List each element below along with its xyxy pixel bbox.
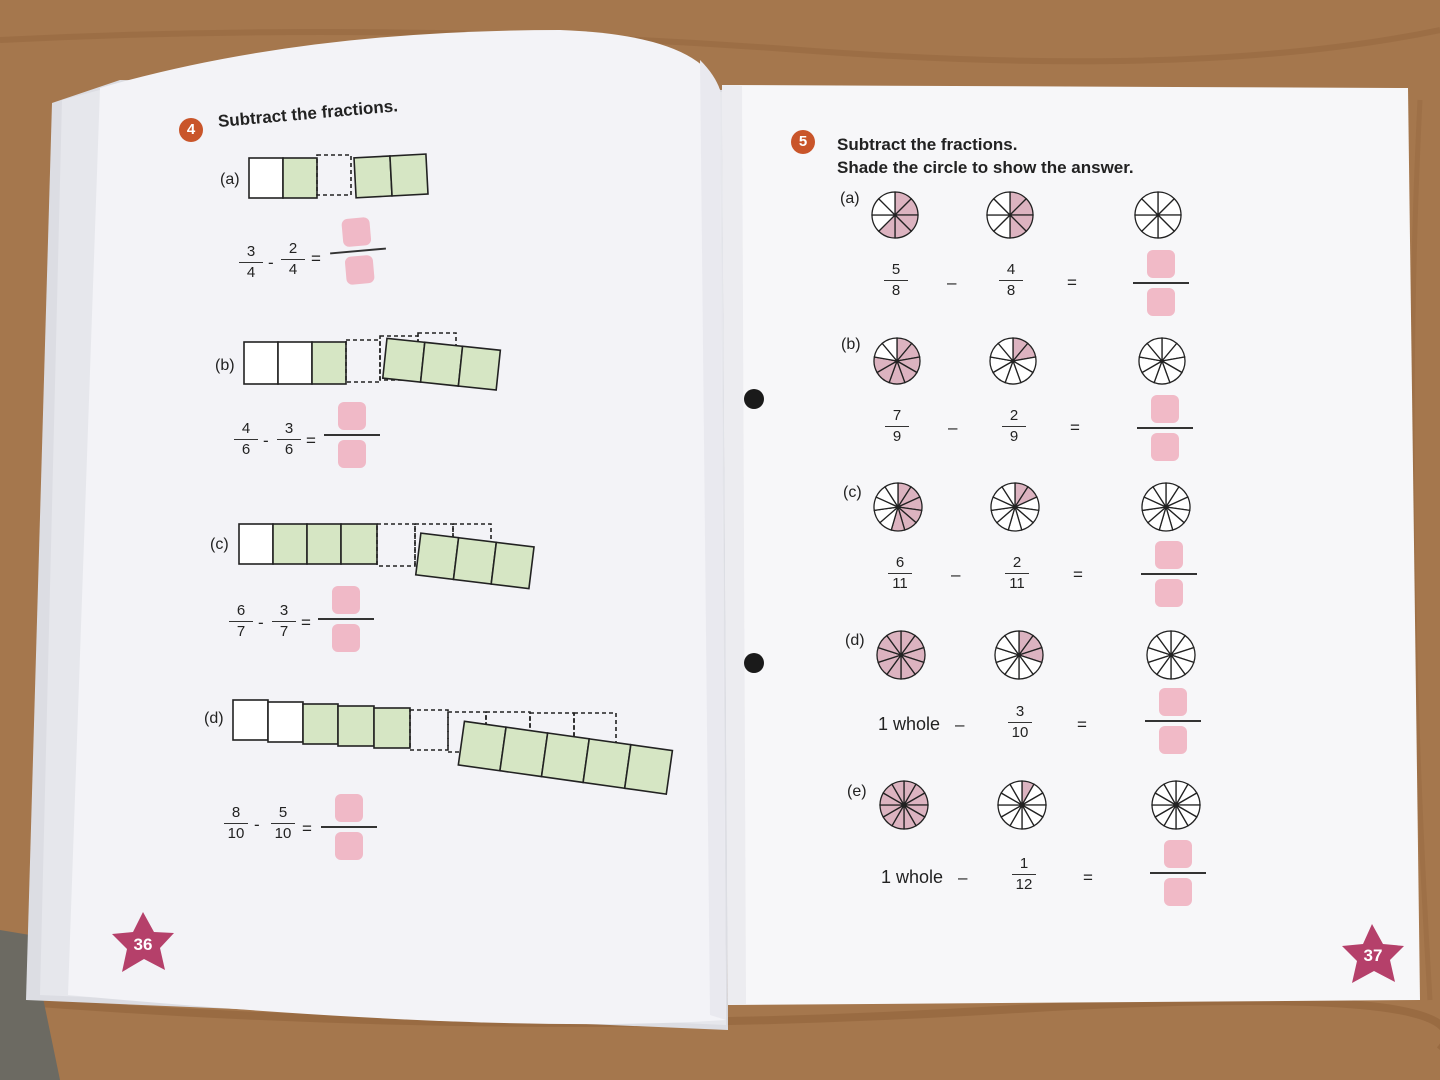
fraction-circle-minuend-5a[interactable] [872,192,918,238]
equals-sign-5a: = [1067,273,1077,292]
answer-fraction-5e[interactable] [1150,840,1206,906]
fraction-minuend-4d: 8 10 [221,804,251,843]
part-label-5c: (c) [843,484,862,501]
fraction-circle-answer-5a[interactable] [1135,192,1181,238]
part-label-5a: (a) [840,190,860,207]
part-label-5d: (d) [845,632,865,649]
fraction-circle-subtrahend-5e[interactable] [998,781,1046,829]
fraction-circle-subtrahend-5b[interactable] [990,338,1036,384]
right-page [722,85,1420,1005]
minus-sign-5e: – [958,868,968,887]
fraction-subtrahend-5e: 1 12 [1009,855,1039,894]
minus-sign-4c: - [258,613,264,632]
fraction-subtrahend-4c: 3 7 [269,602,299,641]
minus-sign-4a: - [268,253,274,272]
part-label-4b: (b) [215,357,235,374]
binder-hole-bottom [744,653,764,673]
equals-sign-4c: = [301,613,311,632]
question-5-badge: 5 [791,130,815,154]
equals-sign-4a: = [311,249,321,268]
fraction-circle-subtrahend-5c[interactable] [991,483,1039,531]
fraction-circle-minuend-5d[interactable] [877,631,925,679]
minus-sign-5d: – [955,715,965,734]
fraction-circle-answer-5d[interactable] [1147,631,1195,679]
part-label-5b: (b) [841,336,861,353]
minus-sign-4d: - [254,815,260,834]
minus-sign-4b: - [263,431,269,450]
fraction-minuend-5a: 5 8 [881,261,911,300]
fraction-circle-answer-5b[interactable] [1139,338,1185,384]
equals-sign-5d: = [1077,715,1087,734]
binder-hole-top [744,389,764,409]
question-4-badge: 4 [179,118,203,142]
fraction-subtrahend-4b: 3 6 [274,420,304,459]
answer-fraction-5b[interactable] [1137,395,1193,461]
equals-sign-5b: = [1070,418,1080,437]
fraction-minuend-4a: 3 4 [236,243,266,282]
answer-fraction-4c[interactable] [318,586,374,652]
fraction-subtrahend-4a: 2 4 [278,240,308,279]
page-number-right: 37 [1363,946,1383,965]
answer-fraction-4d[interactable] [321,794,377,860]
part-label-4d: (d) [204,710,224,727]
part-label-5e: (e) [847,783,867,800]
fraction-circle-answer-5e[interactable] [1152,781,1200,829]
part-label-4a: (a) [220,171,240,188]
equals-sign-4d: = [302,819,312,838]
fraction-circle-minuend-5c[interactable] [874,483,922,531]
minus-sign-5a: – [947,273,957,292]
fraction-subtrahend-5a: 4 8 [996,261,1026,300]
question-4-title: Subtract the fractions. [217,96,399,131]
fraction-minuend-5c: 6 11 [885,554,915,593]
fraction-circle-subtrahend-5a[interactable] [987,192,1033,238]
equals-sign-5c: = [1073,565,1083,584]
question-5-title-line1: Subtract the fractions. [837,135,1018,154]
fraction-circle-subtrahend-5d[interactable] [995,631,1043,679]
page-number-left: 36 [133,935,153,954]
fraction-minuend-4b: 4 6 [231,420,261,459]
minus-sign-5b: – [948,418,958,437]
fraction-minuend-5b: 7 9 [882,407,912,446]
fraction-circle-minuend-5e[interactable] [880,781,928,829]
equals-sign-4b: = [306,431,316,450]
answer-fraction-4b[interactable] [324,402,380,468]
fraction-subtrahend-4d: 5 10 [268,804,298,843]
answer-fraction-5c[interactable] [1141,541,1197,607]
equals-sign-5e: = [1083,868,1093,887]
fraction-circle-minuend-5b[interactable] [874,338,920,384]
one-whole-5d: 1 whole [878,714,941,734]
fraction-subtrahend-5d: 3 10 [1005,703,1035,742]
answer-fraction-5a[interactable] [1133,250,1189,316]
minus-sign-5c: – [951,565,961,584]
answer-fraction-4a[interactable] [327,216,388,286]
answer-fraction-5d[interactable] [1145,688,1201,754]
fraction-minuend-4c: 6 7 [226,602,256,641]
fraction-subtrahend-5c: 2 11 [1002,554,1032,593]
fraction-subtrahend-5b: 2 9 [999,407,1029,446]
question-5-title-line2: Shade the circle to show the answer. [837,158,1134,177]
part-label-4c: (c) [210,536,229,553]
fraction-circle-answer-5c[interactable] [1142,483,1190,531]
one-whole-5e: 1 whole [881,867,944,887]
